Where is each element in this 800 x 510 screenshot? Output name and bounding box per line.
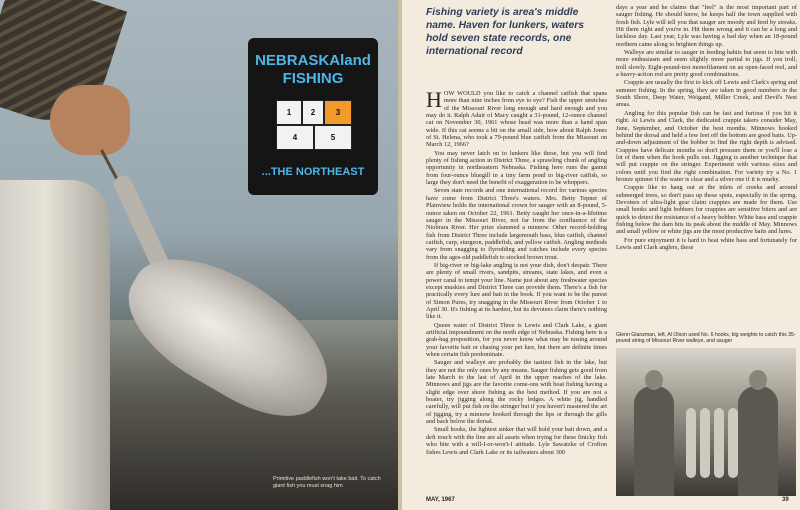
article-paragraph: Angling for this popular fish can be fast and furious if you hit it right. At Lewis and Clark, the dedicated crappie takers consider May, June, September, and October the best months. Minnows hooked behind the dorsal and held a few feet off the bottom are good baits. Up-and-down adjustment of the bobber to find the right depth is advised. Crappies have delicate mouths so don't pressure them or you'll lose a lot of them when the hook pulls out. Jigging is another technique that will put crappie on the stringer. Experiment with various sizes and colors until you find the right combination. For variety try a No. 1 bronze spinner if the water is clear and a silver one if it is murky. xyxy=(616,109,797,183)
article-paragraph: Crappie are usually the first to kick off Lewis and Clark's spring and summer fishing. In the spring, they are taken in good numbers in the South Shore, Deep Water, Weigand, Miller Creek, and Devil's Nest areas. xyxy=(616,79,797,109)
district-2: 2 xyxy=(302,100,324,125)
photo-caption: Glenn Glanzman, left, Al Olson used No. 6 hooks, big weights to catch this 35-pound string of Missouri River walleye, and sauger xyxy=(616,332,796,345)
district-4: 4 xyxy=(276,125,314,150)
paddlefish-caption: Primitive paddlefish won't take bait. To catch giant fish you must snag him xyxy=(273,476,381,489)
article-paragraph xyxy=(426,90,607,149)
left-page-photo xyxy=(0,0,398,510)
article-column-2 xyxy=(616,4,797,328)
walleye-fish xyxy=(714,408,724,478)
angler-head xyxy=(645,370,663,390)
drop-cap: H xyxy=(426,90,442,112)
walleye-fish xyxy=(700,408,710,478)
badge-title-line2: FISHING xyxy=(282,70,344,87)
article-column-1 xyxy=(426,90,607,496)
right-page-article xyxy=(402,0,800,510)
article-paragraph: Seven state records and one international record for various species have come from District Three's waters. Mrs. Betty Tepner of Plainview holds the international crown for sauger with an 8-pound, 5-ounce taken on October 22, 1961. Betty caught her once-in-a-lifetime sauger in the Missouri River, not far from the confluence of the Niobrara River. Her prize slammed a minnow. Other record-holding fish from District Three include largemouth bass, blue catfish, channel catfish, carp, sturgeon, paddlefish, and yellow catfish. Angling methods vary from snagging to flyrodding and catches include every species from the ages-old paddlefish to stocked brown trout. xyxy=(426,187,607,261)
district-map xyxy=(276,100,352,150)
angler-hand xyxy=(50,85,130,155)
district-3: 3 xyxy=(324,100,352,125)
badge-title xyxy=(248,52,378,88)
page-number: 39 xyxy=(782,497,789,503)
article-paragraph: Crappie like to hang out at the inlets of creeks and around submerged trees, so don't pass up these spots, especially in the spring. Devotees of ultra-light gear claim crappies are made for them. Use small hooks and light bobbers for crappies are sensitive biters and are quick to detect the resistance of a heavy bobber. White bass and crappie fishing below the dam hits its peak about the middle of May. Minnows and small yellow or white jigs are the most productive baits and lures. xyxy=(616,184,797,236)
badge-title-line1: NEBRASKAland xyxy=(255,52,371,69)
walleye-fish xyxy=(686,408,696,478)
article-paragraph: days a year and he claims that "feel" is the most important part of sauger fishing. He should know, he keeps half the town supplied with fresh fish. Lyle will tell you that sauger are moody and feed by streaks. Hit them right and you're in. Hit them wrong and it can be a long and luckless day. Last year, Lyle was having a bad day when an 18-pound northern came along to brighten things up. xyxy=(616,4,797,48)
walleye-fish xyxy=(728,408,738,478)
angler-figure xyxy=(634,386,674,496)
article-paragraph: Sauger and walleye are probably the tastiest fish in the lake, but they are not the only ones by any means. Sauger fishing gets good from late March to the last of April in the upper reaches of the lake. Minnows and jigs are the favorite come-ons with boat fishing having a slight edge over shore fishing as the best method. If you are not a boater, try jigging along the rocky ledges. A white jig, handled carefully, will put fish on the stringer but if you haven't mastered the art of jigging, try a minnow hooked through the lips or through the gills and back below the dorsal. xyxy=(426,359,607,426)
boat-hull xyxy=(0,180,110,510)
article-paragraph: Small hooks, the lightest sinker that will hold your bait down, and a deft touch with the line are all assets when trying for these finicky fish who bite with a will-I-or-won't-I attitude. Lyle Sawatzke of Crofton fishes Lewis and Clark Lake or its tailwaters about 300 xyxy=(426,426,607,456)
angler-figure xyxy=(738,386,778,496)
paragraph-text: OW WOULD you like to catch a channel catfish that spans more than nine inches from eye to eye? Fish the upper stretches of the Missouri River long enough and hard enough and you may do it. Ralph Adair of Macy caught a 31-pound, 12-ounce channel cat on November 30, 1961 whose head was more than a hand span wide. If this cat seems a bit on the small side, how about Ralph Jones of St. Helena, who took a 79-pound blue catfish from the Missouri on March 12, 1966? xyxy=(426,90,607,149)
article-paragraph: For pure enjoyment it is hard to beat white bass and fortunately for Lewis and Clark anglers, these xyxy=(616,236,797,251)
district-5: 5 xyxy=(314,125,352,150)
angler-head xyxy=(749,370,767,390)
footer-month: MAY, 1967 xyxy=(426,497,455,503)
article-paragraph: Queen water of District Three is Lewis and Clark Lake, a giant artificial impoundment on the north edge of Nebraska. Fishing here is a grab-bag proposition, for you never know what may be nosing around your favorite bait or chasing your pet lure, but there are definite times when certain fish predominate. xyxy=(426,321,607,359)
badge-subtitle: ...THE NORTHEAST xyxy=(261,166,365,178)
article-headline: Fishing variety is area's middle name. Haven for lunkers, waters hold seven state records, one international record xyxy=(426,7,584,57)
nebraskaland-fishing-badge xyxy=(248,38,378,195)
district-1: 1 xyxy=(276,100,302,125)
anglers-photo xyxy=(616,348,796,496)
article-paragraph: Walleye are similar to sauger in feeding habits but seem to bite with more enthusiasm and seem slightly more partial to jigs. If you troll, troll slowly. Eight-pound-test monofilament on an open-faced reel, and a heavy-action rod are pretty good combinations. xyxy=(616,49,797,79)
article-paragraph: If big-river or big-lake angling is not your dish, don't despair. There are plenty of small rivers, sandpits, streams, state lakes, and even a power canal to tempt your line. Name just about any freshwater species except muskies and District Three can provide them. There's a fish for practically every lure and bait in the book. If you want to be the purest of Simon Pures, try snagging in the Missouri River from October 1 to April 30. It's fishing at its hardest, but its devotees claim there's nothing like it. xyxy=(426,261,607,321)
article-paragraph: You may never latch on to lunkers like these, but you will find plenty of fishing action in District Three, a sprawling chunk of angling opportunity in northeastern Nebraska. Fishing here runs the gamut from four-ounce bluegill in a tiny farm pond to big-river catfish, so large they don't need the benefit of exaggeration to be whoppers. xyxy=(426,149,607,187)
